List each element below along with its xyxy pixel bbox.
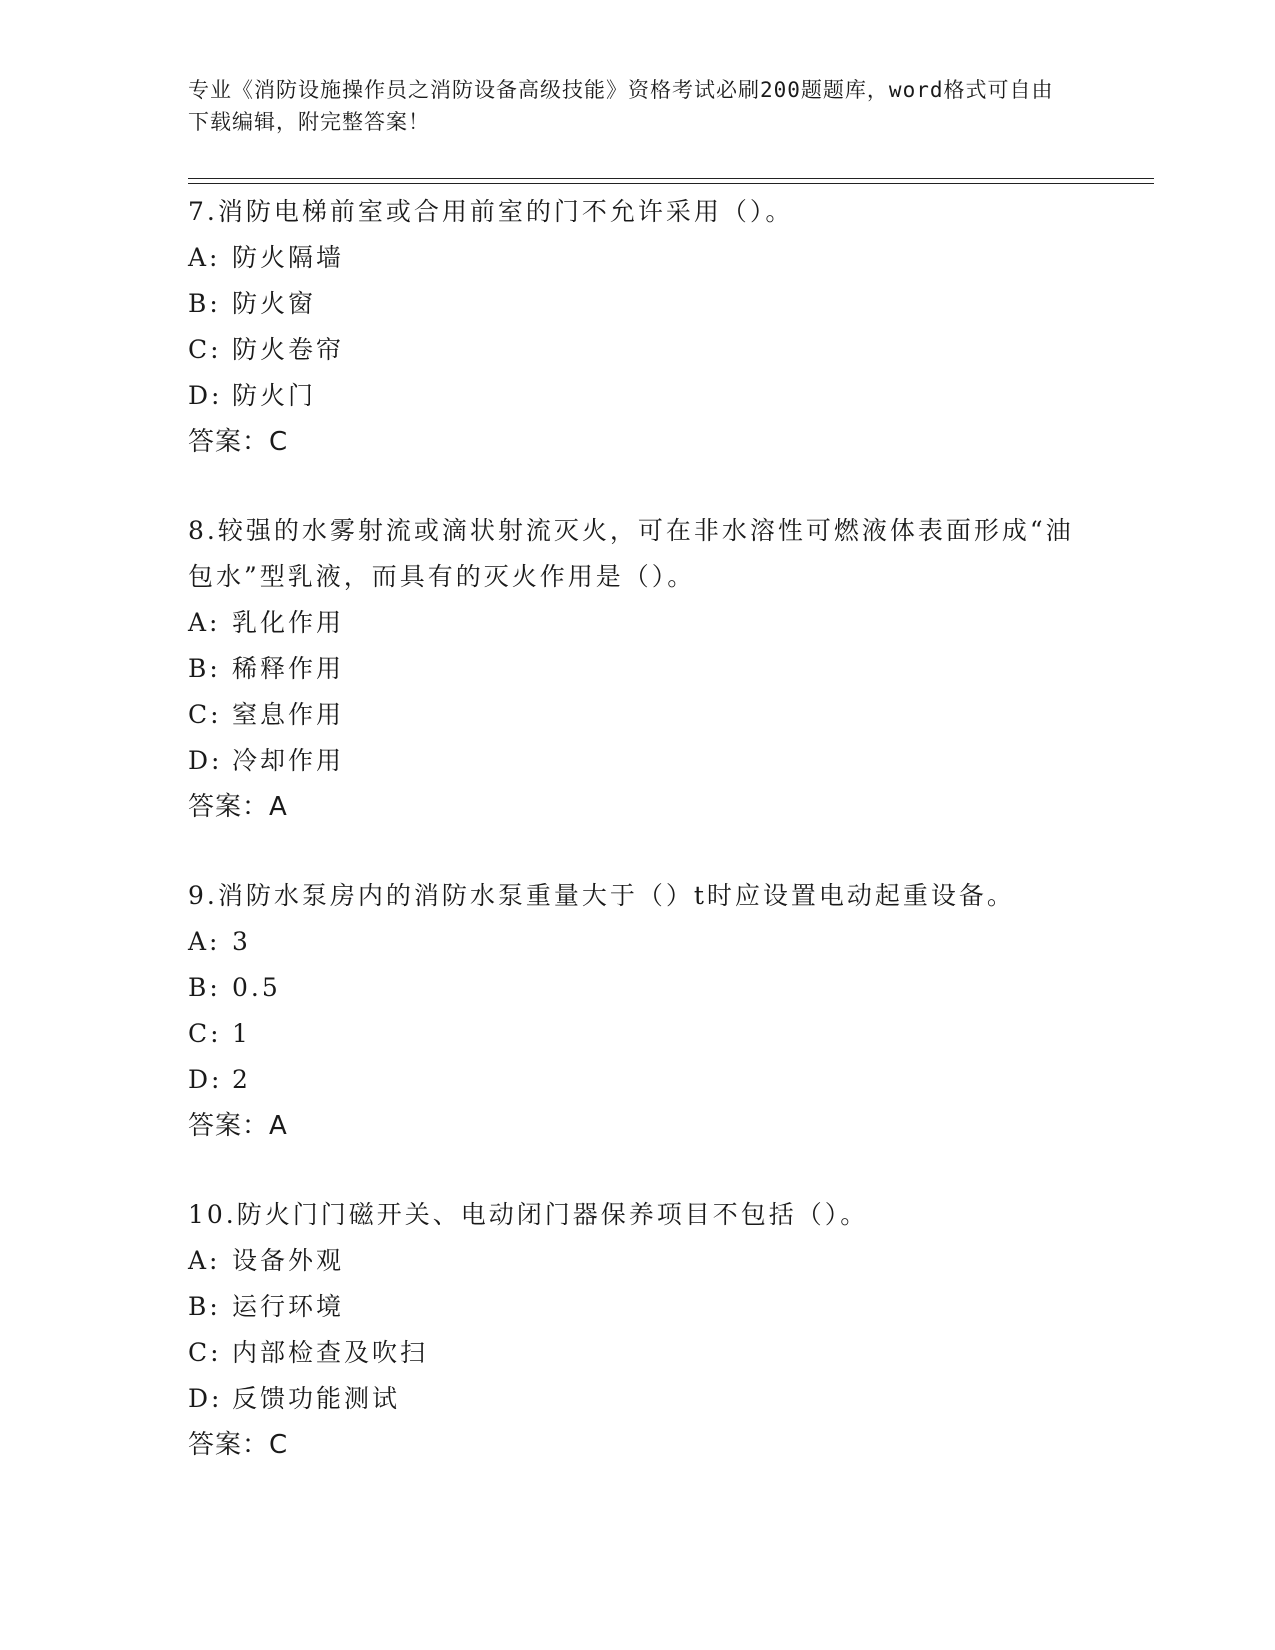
option-key: C:: [188, 335, 222, 364]
option-key: D:: [188, 381, 223, 410]
option-key: B:: [188, 654, 221, 683]
option-text: 乳化作用: [232, 608, 345, 637]
option-key: B:: [188, 973, 221, 1002]
option-d: [188, 1376, 1088, 1422]
option-key: C:: [188, 700, 222, 729]
option-key: D:: [188, 746, 223, 775]
option-c: [188, 327, 1088, 373]
answer: 答案：C: [188, 427, 289, 457]
option-text: 稀释作用: [232, 654, 345, 683]
option-text: 设备外观: [232, 1246, 345, 1275]
option-key: A:: [188, 927, 221, 956]
option-text: 运行环境: [232, 1292, 345, 1321]
answer: 答案：A: [188, 1111, 288, 1141]
option-a: [188, 235, 1088, 281]
question-stem: 8.较强的水雾射流或滴状射流灭火，可在非水溶性可燃液体表面形成“油包水”型乳液，而具有的灭火作用是（）。: [188, 516, 1074, 591]
question-stem: 10.防火门门磁开关、电动闭门器保养项目不包括（）。: [188, 1200, 869, 1229]
option-text: 0.5: [232, 973, 281, 1002]
option-text: 防火卷帘: [232, 335, 345, 364]
option-c: [188, 1011, 1088, 1057]
option-key: B:: [188, 289, 221, 318]
option-d: [188, 1057, 1088, 1103]
question-9: [188, 873, 1088, 1149]
header-rule-bottom: [188, 183, 1154, 184]
option-text: 防火门: [232, 381, 317, 410]
question-stem: 7.消防电梯前室或合用前室的门不允许采用（）。: [188, 197, 794, 226]
option-text: 3: [232, 927, 251, 956]
option-a: [188, 919, 1088, 965]
option-key: A:: [188, 608, 221, 637]
option-b: [188, 965, 1088, 1011]
option-key: D:: [188, 1384, 223, 1413]
option-text: 2: [232, 1065, 251, 1094]
option-text: 防火隔墙: [232, 243, 345, 272]
option-d: [188, 373, 1088, 419]
option-text: 1: [232, 1019, 251, 1048]
option-b: [188, 646, 1088, 692]
option-a: [188, 1238, 1088, 1284]
question-stem: 9.消防水泵房内的消防水泵重量大于（）t时应设置电动起重设备。: [188, 881, 1015, 910]
option-text: 内部检查及吹扫: [232, 1338, 429, 1367]
document-header: 专业《消防设施操作员之消防设备高级技能》资格考试必刷200题题库，word格式可自由下载编辑，附完整答案！: [188, 78, 1054, 134]
option-text: 反馈功能测试: [232, 1384, 401, 1413]
question-8: [188, 508, 1088, 830]
header-rule-top: [188, 178, 1154, 179]
option-text: 窒息作用: [232, 700, 345, 729]
question-7: [188, 189, 1088, 465]
option-key: A:: [188, 1246, 221, 1275]
option-text: 防火窗: [232, 289, 317, 318]
option-a: [188, 600, 1088, 646]
option-key: D:: [188, 1065, 223, 1094]
option-d: [188, 738, 1088, 784]
answer: 答案：C: [188, 1430, 289, 1460]
answer: 答案：A: [188, 792, 288, 822]
option-c: [188, 692, 1088, 738]
option-key: B:: [188, 1292, 221, 1321]
option-key: C:: [188, 1338, 222, 1367]
option-c: [188, 1330, 1088, 1376]
option-key: A:: [188, 243, 221, 272]
question-10: [188, 1192, 1088, 1468]
option-b: [188, 281, 1088, 327]
option-b: [188, 1284, 1088, 1330]
option-key: C:: [188, 1019, 222, 1048]
option-text: 冷却作用: [232, 746, 345, 775]
